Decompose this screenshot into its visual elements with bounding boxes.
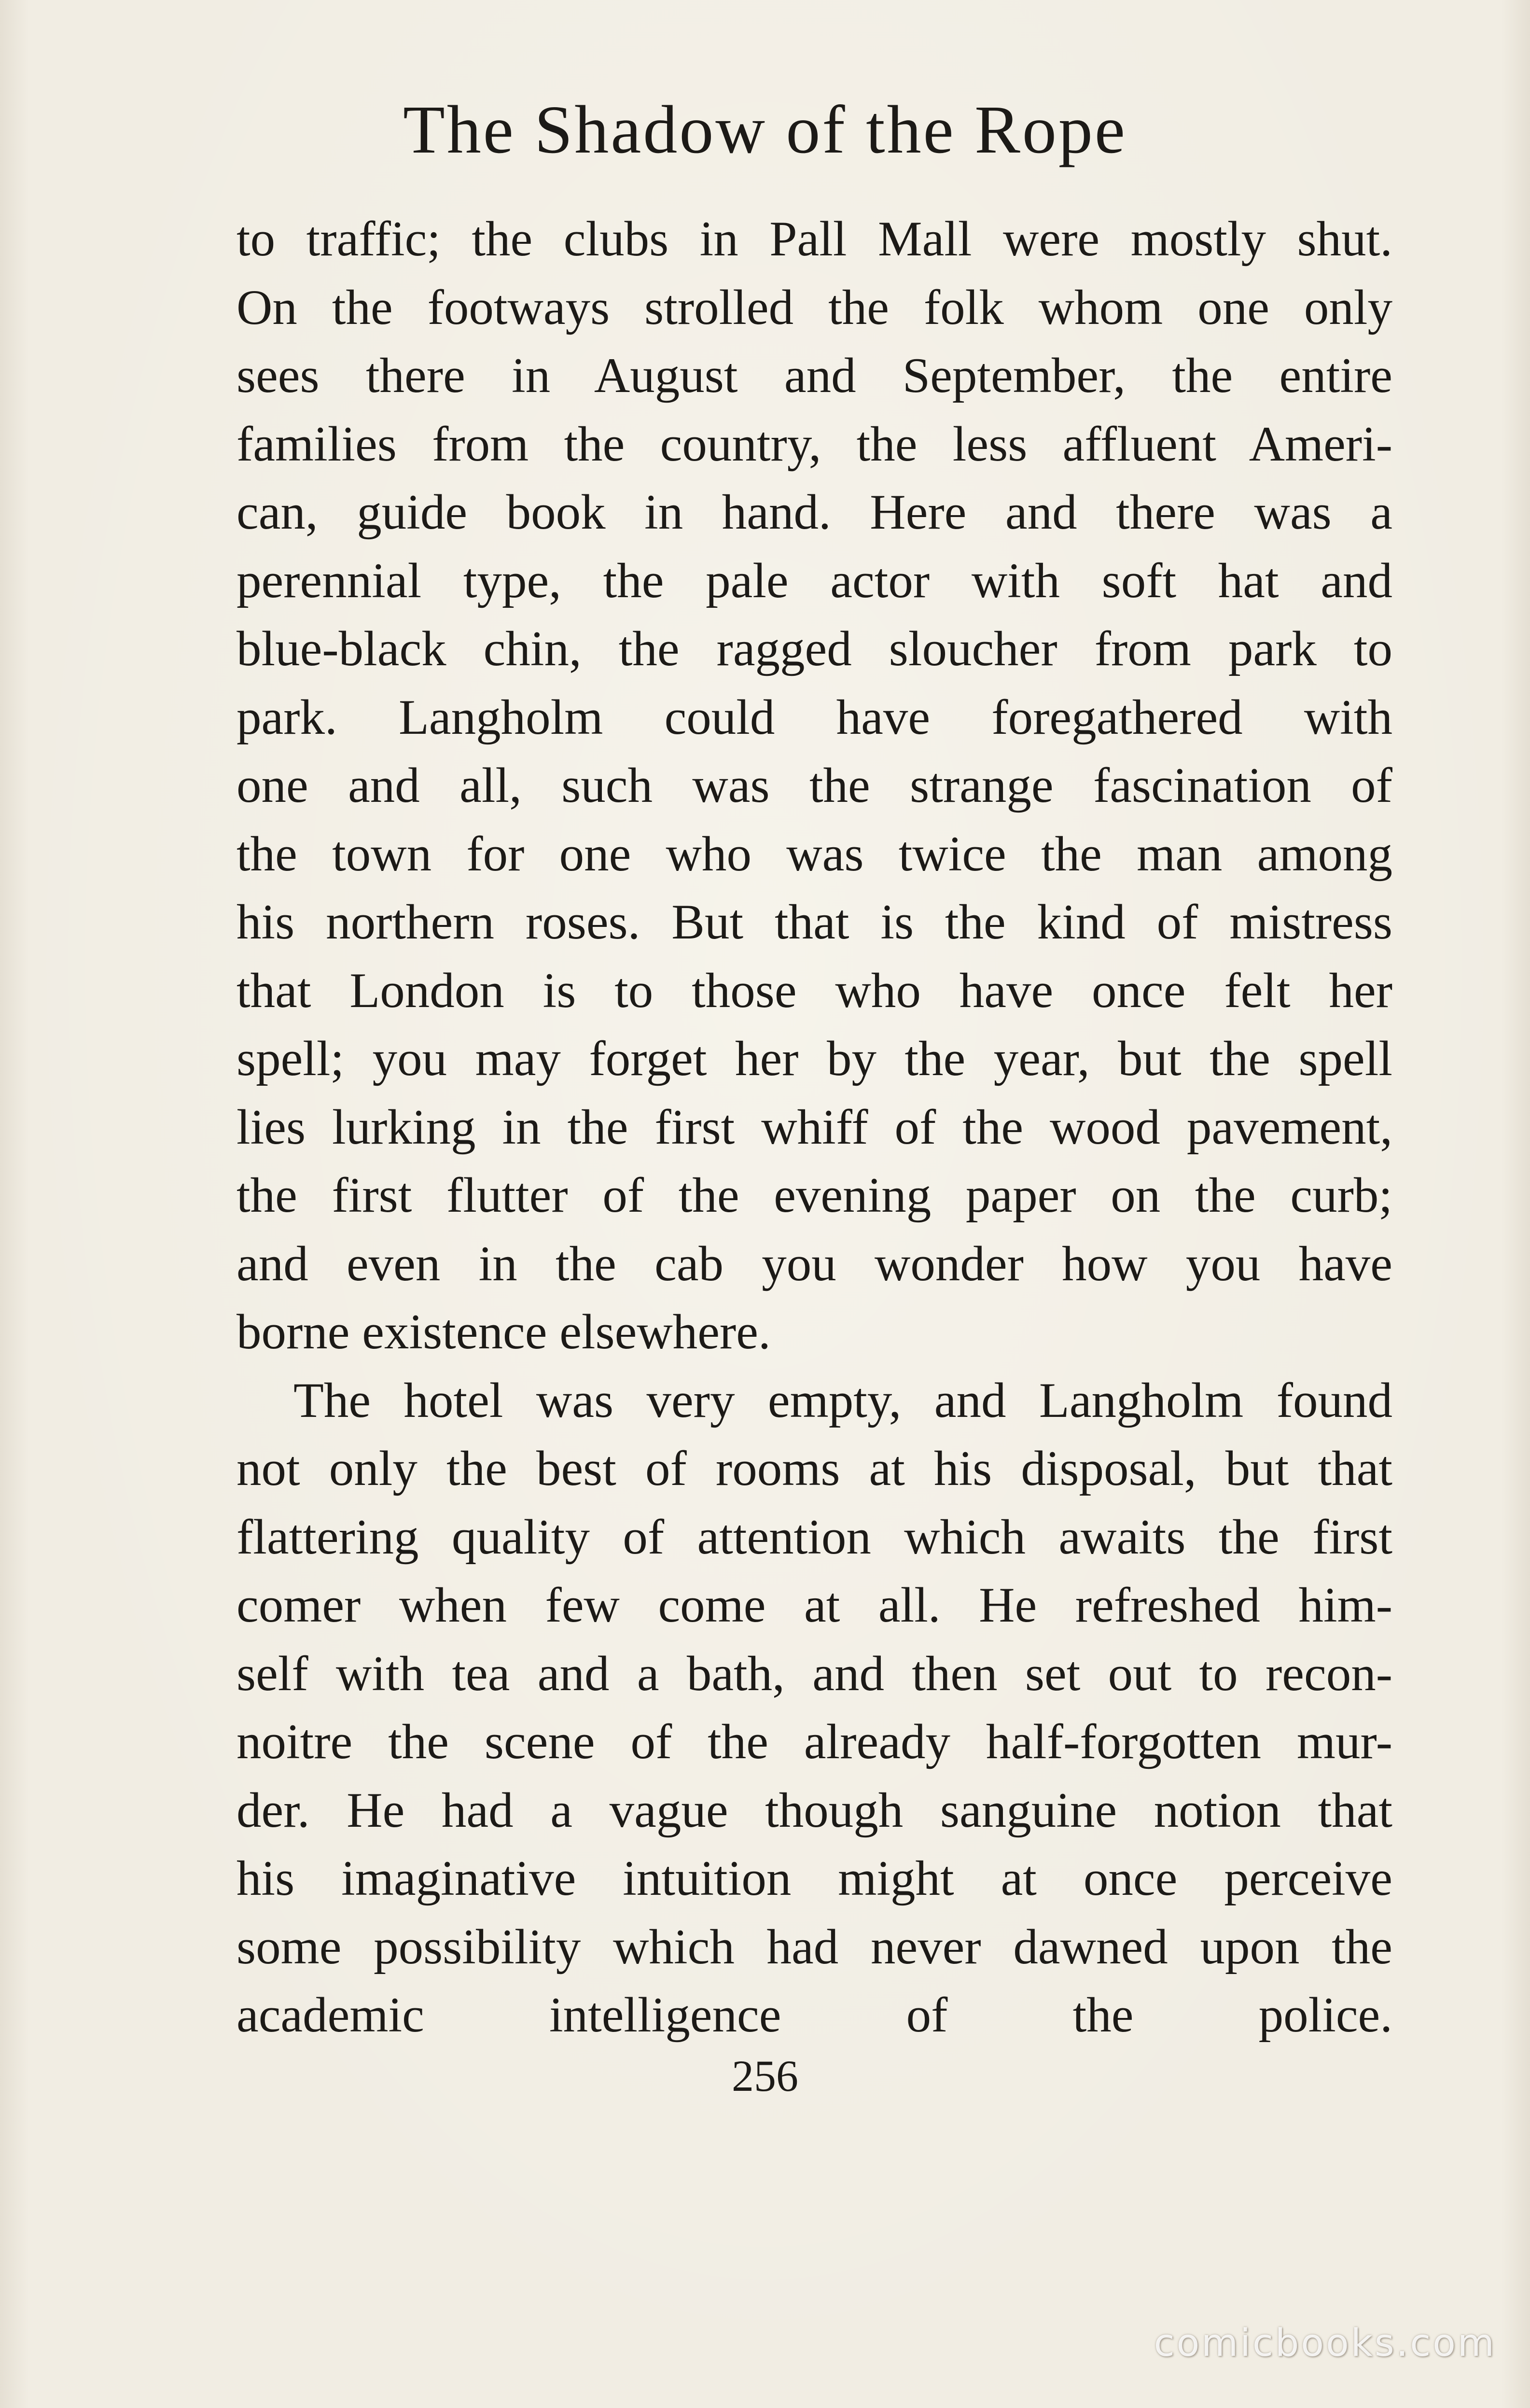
text-line: the town for one who was twice the man among: [236, 826, 1392, 882]
text-line: to traffic; the clubs in Pall Mall were mostly shut.: [236, 211, 1392, 266]
text-line: one and all, such was the strange fascination of: [236, 758, 1392, 813]
text-line: academic intelligence of the police.: [236, 1988, 1392, 2043]
text-line: sees there in August and September, the entire: [236, 348, 1392, 403]
paragraph-1: [236, 205, 1392, 1367]
text-line: blue-black chin, the ragged sloucher from park to: [236, 621, 1392, 676]
text-line: self with tea and a bath, and then set out to recon-: [236, 1646, 1392, 1701]
text-line: that London is to those who have once felt her: [236, 963, 1392, 1018]
text-line: On the footways strolled the folk whom one only: [236, 280, 1392, 335]
watermark: comicbooks.com: [1154, 2322, 1496, 2365]
text-line: the first flutter of the evening paper on the curb;: [236, 1168, 1392, 1223]
text-line: der. He had a vague though sanguine notion that: [236, 1782, 1392, 1838]
text-line: can, guide book in hand. Here and there was a: [236, 485, 1392, 540]
body-text: [236, 205, 1392, 2118]
text-line: perennial type, the pale actor with soft hat and: [236, 553, 1392, 608]
text-line: his northern roses. But that is the kind of mistress: [236, 895, 1392, 950]
text-line: flattering quality of attention which awaits the first: [236, 1509, 1392, 1565]
running-head: The Shadow of the Rope: [403, 91, 1127, 168]
text-line: spell; you may forget her by the year, but the spell: [236, 1031, 1392, 1086]
text-line: The hotel was very empty, and Langholm found: [293, 1372, 1392, 1428]
text-line: park. Langholm could have foregathered with: [236, 689, 1392, 745]
text-line: his imaginative intuition might at once perceive: [236, 1851, 1392, 1906]
text-line: noitre the scene of the already half-forgotten mur-: [236, 1714, 1392, 1769]
text-line: and even in the cab you wonder how you have: [236, 1236, 1392, 1291]
text-line: lies lurking in the first whiff of the wood pavement,: [236, 1099, 1392, 1155]
text-line: borne existence elsewhere.: [236, 1304, 771, 1359]
text-line: not only the best of rooms at his disposal, but that: [236, 1441, 1392, 1496]
text-line: comer when few come at all. He refreshed him-: [236, 1578, 1392, 1633]
text-line: families from the country, the less affluent Ameri-: [236, 416, 1392, 472]
page-number: 256: [732, 2051, 798, 2100]
text-line: some possibility which had never dawned upon the: [236, 1919, 1392, 1974]
paragraph-2: [236, 1367, 1392, 2118]
